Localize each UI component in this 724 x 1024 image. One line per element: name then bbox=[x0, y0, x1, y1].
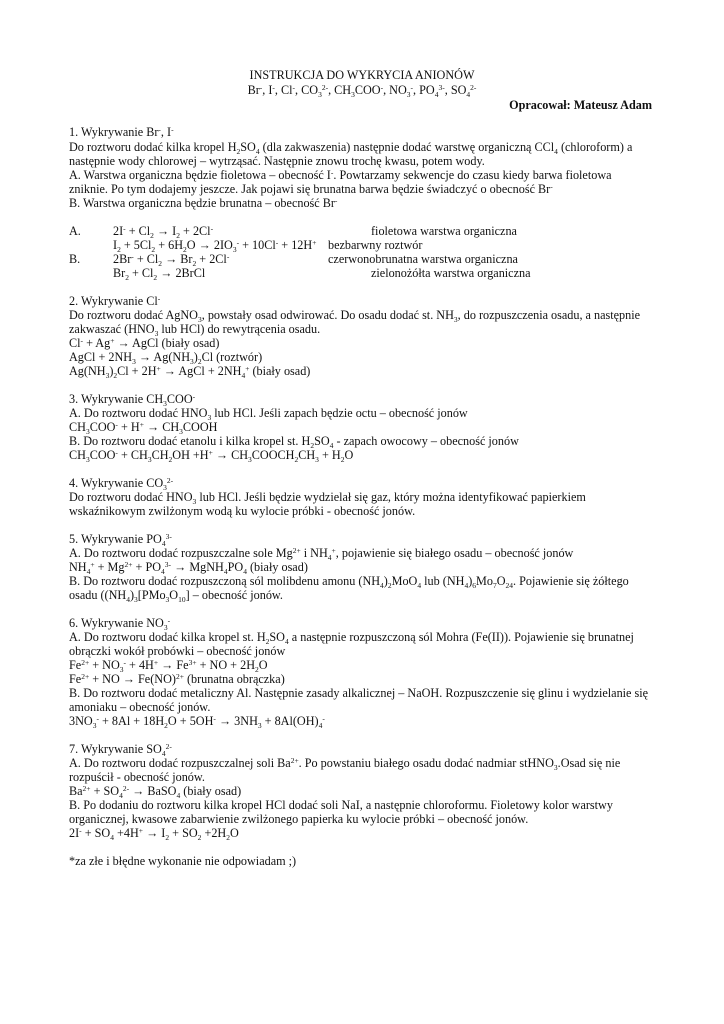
text-line: Do roztworu dodać AgNO$_3$, powstały osad odwirować. Do osadu dodać st. $NH_3$, do rozpuszczenia osadu, a następnie bbox=[69, 308, 641, 324]
equation-line: $Fe^{2+} + NO_3^- + 4H^+ \to Fe^{3+}$ + NO + $2H_2O$ bbox=[69, 657, 268, 674]
equation-line: AgCl + $2NH_3 \to Ag(NH_3)_2Cl$ (roztwór) bbox=[69, 350, 263, 366]
equation-line: Cl- + Ag+ → AgCl (biały osad) bbox=[69, 335, 220, 350]
equation-line: $Fe^{2+}$ + NO → Fe(NO)$^{2+}$ (brunatna obrączka) bbox=[69, 671, 285, 686]
section-heading: 1. Wykrywanie Br-, I- bbox=[69, 124, 174, 139]
section-heading: 4. Wykrywanie $CO_3^{2-}$ bbox=[69, 475, 174, 492]
text-line: A. Warstwa organiczna będzie fioletowa – obecność I-. Powtarzamy sekwencje do czasu kiedy barwa fioletowa bbox=[69, 167, 612, 182]
text-line: Do roztworu dodać kilka kropel $H_2SO_4$ (dla zakwaszenia) następnie dodać warstwę organiczną CCl$_4$ (chloroform) a bbox=[69, 140, 633, 156]
reaction-note: czerwonobrunatna warstwa organiczna bbox=[328, 252, 518, 266]
document-title: INSTRUKCJA DO WYKRYCIA ANIONÓW bbox=[249, 68, 475, 82]
section-heading: 3. Wykrywanie $CH_3COO^-$ bbox=[69, 391, 196, 408]
equation-line: $Ba^{2+} + SO_4^{2-}$ → BaSO$_4$ (biały osad) bbox=[69, 783, 242, 800]
text-line: B. Do roztworu dodać metaliczny Al. Następnie zasady alkalicznej – NaOH. Rozpuszczenie się glinu i wydzielanie się bbox=[69, 686, 649, 700]
text-line: osadu ($(NH_4)_3[PMo_3O_{10}]$ – obecność jonów. bbox=[69, 588, 283, 604]
equation-line: $NH_4^+ + Mg^{2+} + PO_4^{3-}$ → $MgNH_4PO_4$ (biały osad) bbox=[69, 559, 308, 576]
text-line: A. Do roztworu dodać kilka kropel st. $H_2SO_4$ a następnie rozpuszczoną sól Mohra (Fe(II)). Pojawienie się brunatnej bbox=[69, 630, 634, 646]
reaction-note: fioletowa warstwa organiczna bbox=[371, 224, 517, 238]
text-line: A. Do roztworu dodać rozpuszczalnej soli $Ba^{2+}$. Po powstaniu białego osadu dodać nadmiar stHNO$_3$.Osad się nie bbox=[69, 755, 621, 772]
text-line: B. Po dodaniu do roztworu kilka kropel HCl dodać soli NaI, a następnie chloroformu. Fioletowy kolor warstwy bbox=[69, 798, 613, 812]
text-line: następnie wody chlorowej – wytrząsać. Następnie znowu trochę kwasu, potem wody. bbox=[69, 154, 485, 168]
disclaimer-note: *za złe i błędne wykonanie nie odpowiadam ;) bbox=[69, 854, 297, 868]
author-line: Opracował: Mateusz Adam bbox=[509, 98, 652, 112]
reaction-equation: $2I^- + Cl_2 \to I_2 + 2Cl^-$ bbox=[113, 223, 214, 240]
anions-list: Br-, I-, Cl-, $CO_3^{2-}$, $CH_3COO^-$, $NO_3^-$, $PO_4^{3-}$, $SO_4^{2-}$ bbox=[247, 82, 477, 99]
equation-line: $2I^- + SO_4 +4H^+ \to I_2 + SO_2 +2H_2O$ bbox=[69, 825, 239, 842]
text-line: zniknie. Po tym dodajemy jeszcze. Jak pojawi się brunatna barwa będzie świadczyć o obecność Br- bbox=[69, 181, 553, 196]
text-line: B. Warstwa organiczna będzie brunatna – obecność Br- bbox=[69, 195, 338, 210]
text-line: organicznej, kwasowe zabarwienie zwilżonego papierka ku wylocie próbki – obecność jonów. bbox=[69, 812, 529, 826]
text-line: B. Do roztworu dodać etanolu i kilka kropel st. $H_2SO_4$ - zapach owocowy – obecność jonów bbox=[69, 434, 519, 450]
reaction-note: zielonożółta warstwa organiczna bbox=[371, 266, 531, 280]
section-heading: 6. Wykrywanie $NO_3^-$ bbox=[69, 615, 171, 632]
equation-line: $CH_3COO^- + CH_3CH_2OH +H^+$ → $CH_3COOCH_2CH_3 + H_2O$ bbox=[69, 447, 354, 464]
section-heading: 2. Wykrywanie Cl- bbox=[69, 293, 161, 308]
equation-line: $CH_3COO^- + H^+$ → $CH_3COOH$ bbox=[69, 419, 218, 436]
reaction-label: B. bbox=[69, 252, 81, 266]
text-line: zakwaszać ($HNO_3$ lub HCl) do rewytrącenia osadu. bbox=[69, 322, 321, 338]
text-line: A. Do roztworu dodać $HNO_3$ lub HCl. Jeśli zapach będzie octu – obecność jonów bbox=[69, 406, 468, 422]
section-heading: 5. Wykrywanie $PO_4^{3-}$ bbox=[69, 531, 172, 548]
reaction-label: A. bbox=[69, 224, 81, 238]
reaction-equation: $I_2 + 5Cl_2 + 6H_2O \to 2IO_3^- + 10Cl^- + 12H^+$ bbox=[113, 237, 317, 254]
text-line: amoniaku – obecność jonów. bbox=[69, 700, 211, 714]
text-line: B. Do roztworu dodać rozpuszczoną sól molibdenu amonu $(NH_4)_2MoO_4$ lub $(NH_4)_6Mo_7O_{24}$. Pojawienie się żółtego bbox=[69, 574, 629, 590]
text-line: rozpuścił - obecność jonów. bbox=[69, 770, 205, 784]
equation-line: $Ag(NH_3)_2Cl + 2H^+$ → AgCl + $2NH_4^+$ (biały osad) bbox=[69, 363, 311, 380]
reaction-equation: $Br_2 + Cl_2$ → 2BrCl bbox=[113, 266, 206, 282]
text-line: wskaźnikowym zwilżonym wodą ku wylocie próbki - obecność jonów. bbox=[69, 504, 416, 518]
text-line: A. Do roztworu dodać rozpuszczalne sole $Mg^{2+}$ i $NH_4^+$, pojawienie się białego osadu – obecność jonów bbox=[69, 545, 574, 562]
equation-line: $3NO_3^- + 8Al + 18H_2O + 5OH^- \to 3NH_3 + 8Al(OH)_4^-$ bbox=[69, 713, 325, 730]
text-line: Do roztworu dodać $HNO_3$ lub HCl. Jeśli będzie wydzielał się gaz, który można identyfikować papierkiem bbox=[69, 490, 586, 506]
reaction-note: bezbarwny roztwór bbox=[328, 238, 423, 252]
text-line: obrączki wokół probówki – obecność jonów bbox=[69, 644, 286, 658]
section-heading: 7. Wykrywanie $SO_4^{2-}$ bbox=[69, 741, 172, 758]
reaction-equation: $2Br^- + Cl_2 \to Br_2 + 2Cl^-$ bbox=[113, 251, 230, 268]
